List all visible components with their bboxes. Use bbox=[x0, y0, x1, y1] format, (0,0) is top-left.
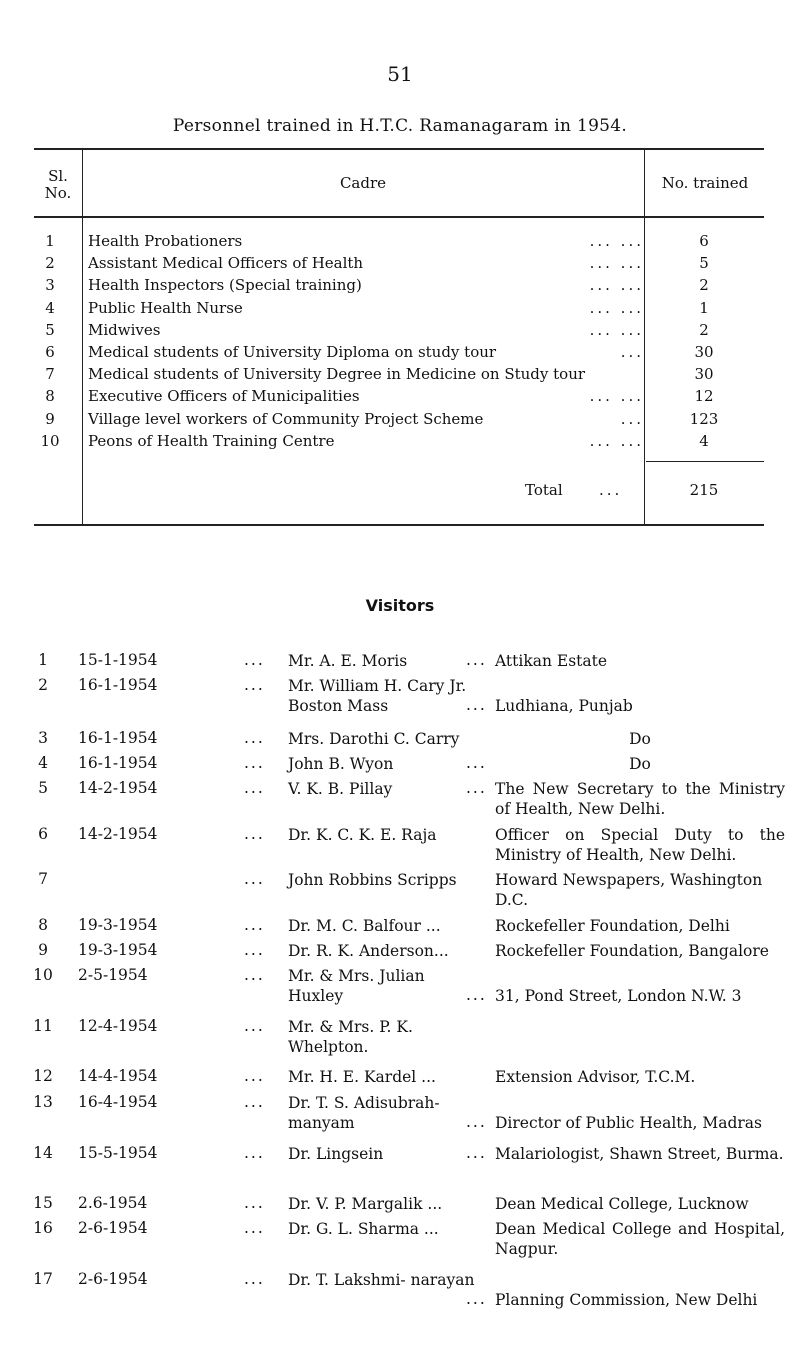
visitor-date: 12-4-1954 bbox=[78, 1017, 158, 1035]
visitor-date: 2.6-1954 bbox=[78, 1194, 148, 1212]
row-cadre: Assistant Medical Officers of Health bbox=[88, 254, 364, 273]
visitor-date: 15-5-1954 bbox=[78, 1144, 158, 1162]
visitor-place: Planning Commission, New Delhi bbox=[495, 1291, 758, 1309]
visitor-date: 16-1-1954 bbox=[78, 729, 158, 747]
visitor-name: John B. Wyon bbox=[288, 755, 394, 773]
row-sl-no: 3 bbox=[45, 276, 55, 295]
visitor-name: Dr. M. C. Balfour ... bbox=[288, 917, 441, 935]
visitor-date: 2-5-1954 bbox=[78, 966, 148, 984]
table-header-rule bbox=[34, 216, 764, 218]
row-no-trained: 6 bbox=[699, 232, 709, 250]
row-leader-dots: ... ... bbox=[589, 298, 644, 317]
visitor-name-dots: ... bbox=[466, 651, 487, 669]
row-sl-no: 6 bbox=[45, 343, 55, 361]
visitor-place: Attikan Estate bbox=[495, 652, 608, 670]
row-leader-dots: ... ... bbox=[589, 232, 644, 250]
visitors-title: Visitors bbox=[365, 596, 435, 615]
visitor-no: 11 bbox=[33, 1017, 53, 1035]
visitor-name-dots: ... bbox=[466, 1144, 487, 1162]
visitor-place: Dean Medical College and Hospital, Nagpur. bbox=[495, 1220, 785, 1258]
row-cadre: Village level workers of Community Project Scheme bbox=[88, 409, 484, 428]
row-sl-no: 7 bbox=[45, 365, 55, 384]
visitor-leader-dots: ... bbox=[244, 729, 265, 747]
table-row bbox=[34, 365, 764, 387]
visitor-date: 14-4-1954 bbox=[78, 1067, 158, 1085]
visitor-name-dots: ... bbox=[466, 986, 487, 1004]
row-no-trained: 12 bbox=[694, 387, 714, 406]
visitor-no: 16 bbox=[33, 1219, 53, 1237]
row-cadre: Public Health Nurse bbox=[88, 298, 243, 317]
total-label: Total bbox=[525, 481, 563, 499]
row-cadre: Executive Officers of Municipalities bbox=[88, 387, 360, 406]
visitor-date: 2-6-1954 bbox=[78, 1270, 148, 1288]
visitor-place: Officer on Special Duty to the Ministry of Health, New Delhi. bbox=[495, 826, 785, 864]
row-no-trained: 2 bbox=[699, 276, 709, 295]
visitor-name: Dr. K. C. K. E. Raja bbox=[288, 826, 437, 844]
visitor-no: 5 bbox=[38, 779, 48, 797]
visitor-no: 10 bbox=[33, 966, 53, 984]
table-row bbox=[34, 254, 764, 276]
header-cadre: Cadre bbox=[339, 174, 387, 192]
visitor-leader-dots: ... bbox=[244, 941, 265, 959]
visitor-no: 6 bbox=[38, 825, 48, 843]
visitor-name: Mr. A. E. Moris bbox=[288, 652, 408, 670]
row-sl-no: 5 bbox=[45, 320, 55, 339]
visitor-name-dots: ... bbox=[466, 754, 487, 772]
row-leader-dots: ... bbox=[620, 409, 644, 428]
visitor-place: Dean Medical College, Lucknow bbox=[495, 1195, 749, 1213]
row-sl-no: 4 bbox=[45, 298, 55, 317]
visitor-leader-dots: ... bbox=[244, 870, 265, 888]
row-cadre: Peons of Health Training Centre bbox=[88, 431, 335, 450]
table-row bbox=[34, 387, 764, 409]
table-row bbox=[34, 410, 764, 432]
page-title: Personnel trained in H.T.C. Ramanagaram in 1954. bbox=[172, 116, 628, 136]
visitor-date: 16-4-1954 bbox=[78, 1093, 158, 1111]
row-cadre: Health Probationers bbox=[88, 232, 243, 250]
row-cadre: Medical students of University Diploma on study tour bbox=[88, 343, 497, 361]
row-leader-dots: ... bbox=[620, 343, 644, 361]
visitor-name: Dr. T. Lakshmi- narayan bbox=[288, 1271, 475, 1289]
visitor-date: 16-1-1954 bbox=[78, 754, 158, 772]
table-row bbox=[34, 232, 764, 254]
visitor-leader-dots: ... bbox=[244, 1219, 265, 1237]
visitor-leader-dots: ... bbox=[244, 1067, 265, 1085]
row-sl-no: 9 bbox=[45, 409, 55, 428]
visitor-leader-dots: ... bbox=[244, 1144, 265, 1162]
row-sl-no: 2 bbox=[45, 254, 55, 273]
table-row bbox=[34, 276, 764, 298]
visitor-leader-dots: ... bbox=[244, 1270, 265, 1288]
visitor-name: Mr. & Mrs. Julian Huxley bbox=[288, 967, 425, 1005]
page-number: 51 bbox=[387, 62, 413, 86]
trained-table bbox=[34, 148, 764, 526]
row-no-trained: 5 bbox=[699, 254, 709, 273]
row-no-trained: 30 bbox=[694, 343, 714, 361]
visitor-no: 8 bbox=[38, 916, 48, 934]
visitor-no: 15 bbox=[33, 1194, 53, 1212]
visitor-leader-dots: ... bbox=[244, 651, 265, 669]
visitor-name: Dr. R. K. Anderson... bbox=[288, 942, 449, 960]
visitor-no: 3 bbox=[38, 729, 48, 747]
row-sl-no: 8 bbox=[45, 387, 55, 406]
row-no-trained: 2 bbox=[699, 320, 709, 339]
visitor-date: 16-1-1954 bbox=[78, 676, 158, 694]
visitor-no: 9 bbox=[38, 941, 48, 959]
visitor-leader-dots: ... bbox=[244, 1194, 265, 1212]
row-no-trained: 1 bbox=[699, 298, 709, 317]
visitor-leader-dots: ... bbox=[244, 779, 265, 797]
visitor-no: 14 bbox=[33, 1144, 53, 1162]
table-bottom-rule bbox=[34, 524, 764, 526]
row-no-trained: 4 bbox=[699, 431, 709, 450]
row-leader-dots: ... ... bbox=[589, 320, 644, 339]
total-dots: ... bbox=[599, 481, 623, 499]
visitor-name: Dr. V. P. Margalik ... bbox=[288, 1195, 443, 1213]
header-sl-no: Sl. No. bbox=[44, 167, 72, 202]
visitor-leader-dots: ... bbox=[244, 1093, 265, 1111]
visitor-no: 12 bbox=[33, 1067, 53, 1085]
visitor-name-dots: ... bbox=[466, 1290, 487, 1308]
total-rule bbox=[646, 461, 764, 462]
visitor-place: Rockefeller Foundation, Bangalore bbox=[495, 942, 769, 960]
visitor-date: 15-1-1954 bbox=[78, 651, 158, 669]
visitor-place: 31, Pond Street, London N.W. 3 bbox=[495, 987, 742, 1005]
visitor-no: 7 bbox=[38, 870, 48, 888]
visitor-name: Dr. Lingsein bbox=[288, 1145, 384, 1163]
visitor-leader-dots: ... bbox=[244, 966, 265, 984]
visitor-place: Do bbox=[629, 730, 651, 748]
visitor-name: V. K. B. Pillay bbox=[288, 780, 393, 798]
visitor-date: 19-3-1954 bbox=[78, 941, 158, 959]
visitor-name: Dr. G. L. Sharma ... bbox=[288, 1220, 439, 1238]
row-cadre: Midwives bbox=[88, 320, 161, 339]
table-row bbox=[34, 299, 764, 321]
visitor-no: 2 bbox=[38, 676, 48, 694]
row-leader-dots: ... ... bbox=[589, 387, 644, 406]
table-top-rule bbox=[34, 148, 764, 150]
visitor-no: 4 bbox=[38, 754, 48, 772]
row-sl-no: 1 bbox=[45, 232, 55, 250]
visitor-place: Do bbox=[629, 755, 651, 773]
row-no-trained: 123 bbox=[689, 409, 719, 428]
visitor-name-dots: ... bbox=[466, 1113, 487, 1131]
visitor-name-dots: ... bbox=[466, 779, 487, 797]
table-row bbox=[34, 432, 764, 454]
visitor-place: Extension Advisor, T.C.M. bbox=[495, 1068, 696, 1086]
visitor-name: Mrs. Darothi C. Carry bbox=[288, 730, 460, 748]
visitor-date: 19-3-1954 bbox=[78, 916, 158, 934]
header-no-trained: No. trained bbox=[661, 174, 749, 192]
visitor-leader-dots: ... bbox=[244, 754, 265, 772]
visitor-name: John Robbins Scripps bbox=[288, 871, 457, 889]
visitor-no: 1 bbox=[38, 651, 48, 669]
visitor-name: Dr. T. S. Adisubrah- manyam bbox=[288, 1094, 440, 1132]
visitor-no: 17 bbox=[33, 1270, 53, 1288]
visitor-date: 14-2-1954 bbox=[78, 779, 158, 797]
table-row bbox=[34, 321, 764, 343]
visitor-date: 14-2-1954 bbox=[78, 825, 158, 843]
total-value: 215 bbox=[689, 481, 719, 499]
visitor-name-dots: ... bbox=[466, 696, 487, 714]
visitor-leader-dots: ... bbox=[244, 825, 265, 843]
visitor-leader-dots: ... bbox=[244, 1017, 265, 1035]
visitor-place: Ludhiana, Punjab bbox=[495, 697, 633, 715]
visitor-name: Mr. William H. Cary Jr. Boston Mass bbox=[288, 677, 467, 715]
row-cadre: Health Inspectors (Special training) bbox=[88, 276, 362, 295]
visitor-place: Rockefeller Foundation, Delhi bbox=[495, 917, 730, 935]
visitor-date: 2-6-1954 bbox=[78, 1219, 148, 1237]
visitor-leader-dots: ... bbox=[244, 676, 265, 694]
visitor-name: Mr. & Mrs. P. K. Whelpton. bbox=[288, 1018, 413, 1056]
visitor-name: Mr. H. E. Kardel ... bbox=[288, 1068, 436, 1086]
visitor-place: Howard Newspapers, Washington D.C. bbox=[495, 871, 763, 909]
row-leader-dots: ... ... bbox=[589, 431, 644, 450]
row-leader-dots: ... ... bbox=[589, 276, 644, 295]
visitor-place: Director of Public Health, Madras bbox=[495, 1114, 762, 1132]
visitor-no: 13 bbox=[33, 1093, 53, 1111]
visitor-leader-dots: ... bbox=[244, 916, 265, 934]
table-row bbox=[34, 343, 764, 365]
row-leader-dots: ... ... bbox=[589, 254, 644, 273]
visitor-place: The New Secretary to the Ministry of Health, New Delhi. bbox=[495, 780, 785, 818]
row-no-trained: 30 bbox=[694, 365, 714, 384]
row-sl-no: 10 bbox=[40, 431, 60, 450]
row-cadre: Medical students of University Degree in Medicine on Study tour bbox=[88, 365, 586, 384]
visitor-place: Malariologist, Shawn Street, Burma. bbox=[495, 1145, 784, 1163]
